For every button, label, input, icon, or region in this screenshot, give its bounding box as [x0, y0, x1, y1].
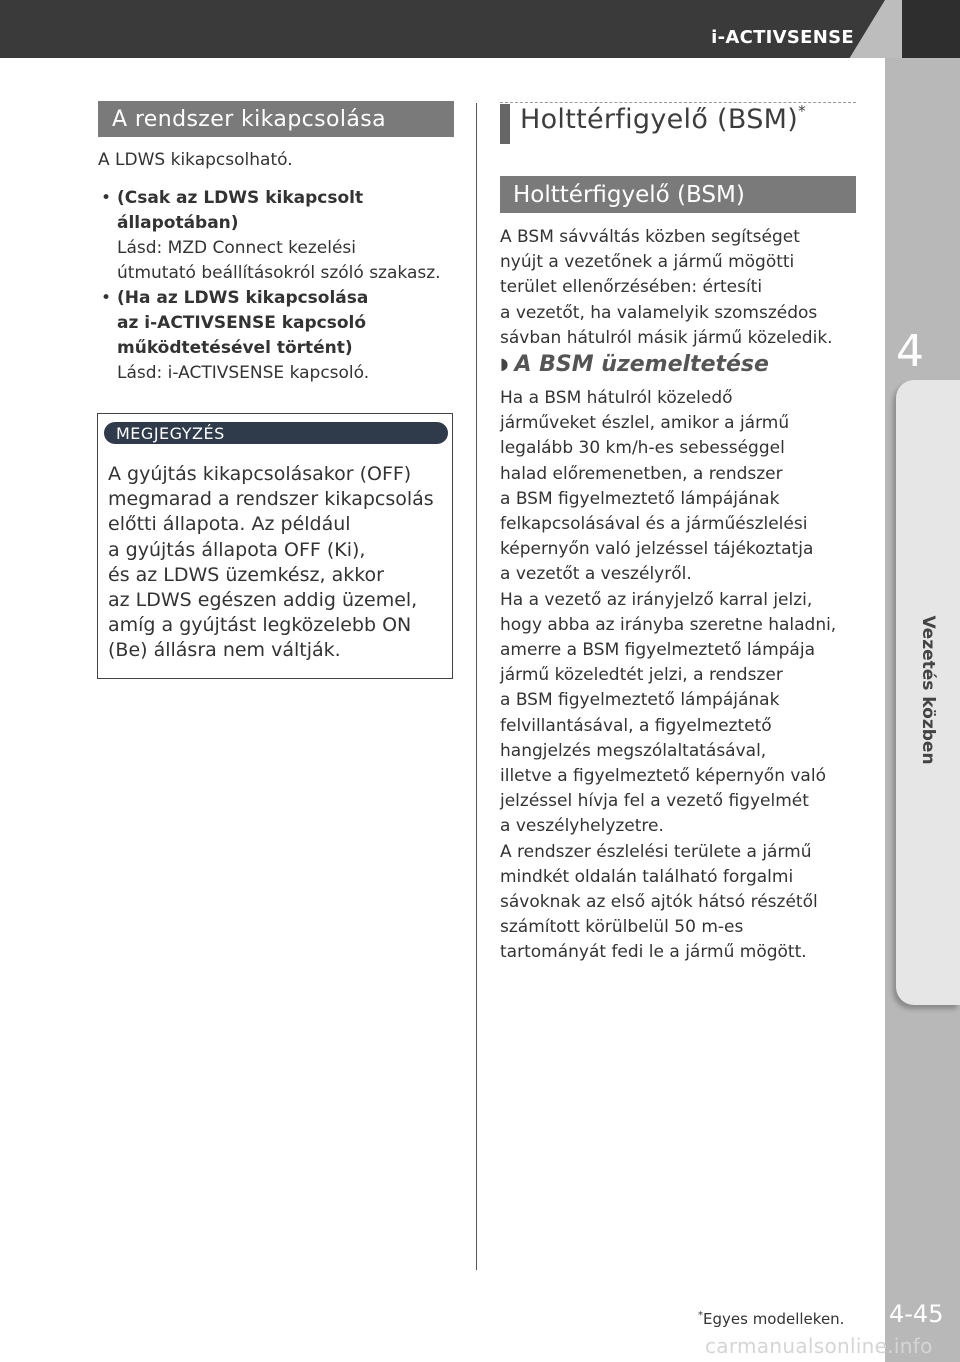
description-paragraph [500, 225, 860, 351]
bullet-title: működtetésével történt) [117, 338, 353, 358]
text-line: képernyőn való jelzéssel tájékoztatja [500, 539, 814, 560]
watermark: carmanualsonline.info [705, 1334, 933, 1358]
section-heading: A rendszer kikapcsolása [98, 101, 454, 137]
bullet-list [98, 186, 468, 386]
note-box [97, 413, 453, 679]
text-line: illetve a figyelmeztető képernyőn való [500, 766, 826, 787]
footnote [698, 1310, 844, 1328]
intro-text: A LDWS kikapcsolható. [98, 150, 293, 170]
text-line: Ha a BSM hátulról közeledő [500, 388, 733, 408]
note-line: A gyújtás kikapcsolásakor (OFF) [108, 463, 412, 485]
footnote-asterisk: * [698, 1310, 703, 1321]
triangle-marker-icon: ◗ [500, 354, 509, 373]
note-line: a gyújtás állapota OFF (Ki), [108, 538, 366, 561]
bullet-title: állapotában) [117, 213, 239, 233]
title-marker [500, 104, 510, 144]
text-line: legalább 30 km/h-es sebességgel [500, 438, 785, 459]
text-line: terület ellenőrzésében: értesíti [500, 277, 763, 298]
text-line: felvillantásával, a figyelmeztető [500, 715, 772, 736]
text-line: jármű közeledtét jelzi, a rendszer [500, 665, 783, 686]
page-title [520, 104, 806, 135]
bullet-text: Lásd: i-ACTIVSENSE kapcsoló. [117, 363, 370, 383]
title-asterisk: * [798, 102, 806, 120]
column-divider [476, 103, 477, 1270]
text-line: A rendszer észlelési területe a jármű [500, 841, 812, 862]
page-number: 4-45 [889, 1300, 944, 1328]
text-line: a vezetőt, ha valamelyik szomszédos [500, 302, 818, 323]
bullet-title: (Ha az LDWS kikapcsolása [117, 288, 369, 308]
list-item [98, 286, 468, 386]
text-line: a BSM figyelmeztető lámpájának [500, 488, 780, 509]
text-line: a BSM figyelmeztető lámpájának [500, 690, 780, 711]
text-line: tartományát fedi le a jármű mögött. [500, 942, 807, 963]
text-line: hangjelzés megszólaltatásával, [500, 740, 767, 761]
text-line: mindkét oldalán található forgalmi [500, 866, 794, 887]
text-line: a vezetőt a veszélyről. [500, 564, 692, 585]
note-text [108, 462, 448, 664]
operation-heading [500, 352, 769, 377]
section-title: i-ACTIVSENSE [711, 27, 854, 48]
text-line: sávban hátulról másik jármű közeledik. [500, 327, 833, 348]
bullet-text: Lásd: MZD Connect kezelési [117, 238, 357, 258]
text-line: sávoknak az első ajtók hátsó részétől [500, 892, 818, 913]
note-line: és az LDWS üzemkész, akkor [108, 563, 384, 586]
note-line: megmarad a rendszer kikapcsolás [108, 488, 434, 511]
bullet-dot: • [101, 288, 112, 308]
note-label: MEGJEGYZÉS [104, 422, 448, 444]
bullet-text: útmutató beállításokról szóló szakasz. [117, 263, 441, 283]
bullet-title: (Csak az LDWS kikapcsolt [117, 188, 364, 208]
chapter-title: Vezetés közben [918, 615, 938, 765]
note-line: amíg a gyújtást legközelebb ON [108, 614, 412, 637]
text-line: hogy abba az irányba szeretne haladni, [500, 614, 837, 635]
operation-paragraph [500, 386, 860, 966]
page-title-text: Holttérfigyelő (BSM) [520, 104, 799, 135]
text-line: Ha a vezető az irányjelző karral jelzi, [500, 589, 813, 610]
subheading: Holttérfigyelő (BSM) [500, 176, 856, 213]
list-item [98, 186, 468, 286]
note-line: az LDWS egészen addig üzemel, [108, 589, 418, 612]
operation-heading-text: A BSM üzemeltetése [514, 352, 769, 377]
text-line: számított körülbelül 50 m-es [500, 917, 744, 938]
text-line: A BSM sávváltás közben segítséget [500, 227, 800, 247]
text-line: felkapcsolásával és a járműészlelési [500, 514, 808, 535]
text-line: járműveket észlel, amikor a jármű [500, 413, 790, 434]
bullet-dot: • [101, 188, 112, 208]
text-line: nyújt a vezetőnek a jármű mögötti [500, 252, 795, 273]
text-line: jelzéssel hívja fel a vezető figyelmét [500, 791, 809, 812]
chapter-number: 4 [896, 326, 924, 377]
footnote-text: Egyes modelleken. [703, 1310, 845, 1328]
note-line: (Be) állásra nem váltják. [108, 639, 341, 662]
note-line: előtti állapota. Az például [108, 513, 351, 536]
bullet-title: az i-ACTIVSENSE kapcsoló [117, 313, 367, 333]
text-line: amerre a BSM figyelmeztető lámpája [500, 640, 815, 661]
text-line: halad előremenetben, a rendszer [500, 463, 783, 484]
text-line: a veszélyhelyzetre. [500, 816, 664, 837]
